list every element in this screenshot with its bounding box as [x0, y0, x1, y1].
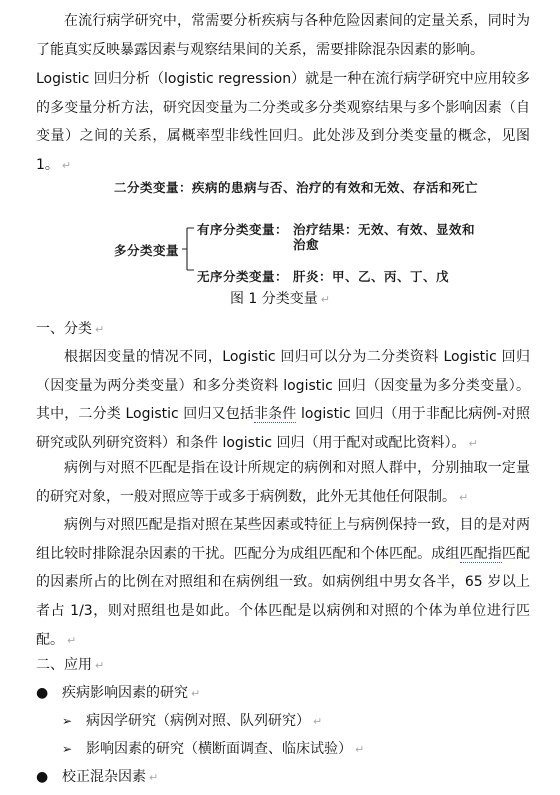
classification-text-2: 病例与对照不匹配是指在设计所规定的病例和对照人群中，分别抽取一定量的研究对象，一般对照应等于或多于病例数，此外无其他任何限制。 — [36, 460, 530, 505]
classification-paragraph-1 — [36, 343, 530, 459]
paragraph-mark: ↵ — [61, 159, 72, 173]
classification-text-3a: 病例与对照匹配是指对照在某些因素或特征上与病例保持一致，目的是对两组比较时排除混杂因素的干扰。匹配分为成组匹配和个体匹配。成组 — [36, 517, 530, 562]
figure-ordinal-value-1: 治疗结果：无效、有效、显效和 — [293, 222, 476, 237]
intro-paragraph-2 — [36, 65, 530, 181]
arrow-bullet-icon: ➢ — [62, 742, 73, 756]
list-item — [36, 679, 200, 709]
paragraph-mark: ↵ — [95, 659, 105, 672]
classification-text-1a: 根据因变量的情况不同，Logistic 回归可以分为二分类资料 Logistic 回归（因变量为两分类变量）和多分类资料 logistic 回归（因变量为多分类变量）。其中，二分类 Logistic 回归又包括 — [36, 349, 530, 423]
arrow-bullet-icon: ➢ — [62, 714, 73, 728]
intro-text-1: 在流行病学研究中，常需要分析疾病与各种危险因素间的定量关系，同时为了能真实反映暴露因素与观察结果间的关系，需要排除混杂因素的影响。 — [36, 13, 530, 58]
bullet-icon: ● — [36, 769, 49, 785]
underlined-term-match: 匹配指 — [459, 545, 502, 562]
classification-paragraph-2 — [36, 454, 530, 512]
figure-binary-line: 二分类变量：疾病的患病与否、治疗的有效和无效、存活和死亡 — [114, 180, 479, 195]
paragraph-mark: ↵ — [95, 323, 105, 336]
sub-list-item — [62, 735, 364, 765]
list-item-label: 校正混杂因素 — [62, 769, 146, 785]
paragraph-mark: ↵ — [67, 633, 77, 647]
classification-text-1b: logistic 回归（用于非配比病例-对照研究或队列研究资料）和条件 logistic 回归（用于配对或配比资料）。 — [36, 406, 530, 452]
figure-nominal-value: 肝炎：甲、乙、丙、丁、戊 — [293, 269, 450, 284]
section-heading-text: 二、应用 — [36, 657, 92, 673]
paragraph-mark: ↵ — [355, 743, 365, 756]
underlined-term-unconditional: 非条件 — [254, 406, 297, 423]
figure-classification — [0, 172, 560, 314]
intro-paragraph-1 — [36, 7, 530, 64]
classification-text-3b: 匹配的因素所占的比例在对照组和在病例组一致。如病例组中男女各半，65 岁以上者占 1/3，则对照组也是如此。个体匹配是以病例和对照的个体为单位进行匹配。 — [36, 545, 531, 648]
figure-ordinal-value-2: 治愈 — [293, 237, 320, 252]
paragraph-mark: ↵ — [191, 687, 201, 700]
sub-list-item-label: 影响因素的研究（横断面调查、临床试验） — [86, 741, 352, 757]
paragraph-mark: ↵ — [313, 715, 323, 728]
paragraph-mark: ↵ — [149, 771, 159, 784]
section-heading-classification — [36, 315, 104, 345]
paragraph-mark: ↵ — [459, 490, 469, 504]
figure-multi-label: 多分类变量 — [114, 243, 180, 258]
figure-ordinal-label: 有序分类变量： — [197, 222, 289, 237]
intro-text-2: Logistic 回归分析（logistic regression）就是一种在流行病学研究中应用较多的多变量分析方法，研究因变量为二分类或多分类观察结果与多个影响因素（自变量）之间的关系，属概率型非线性回归。此处涉及到分类变量的概念，见图1。 — [36, 71, 530, 174]
sub-list-item — [62, 707, 322, 737]
list-item-label: 疾病影响因素的研究 — [62, 685, 188, 701]
sub-list-item-label: 病因学研究（病例对照、队列研究） — [86, 713, 310, 729]
figure-caption — [0, 288, 560, 308]
list-item — [36, 763, 158, 793]
section-heading-text: 一、分类 — [36, 321, 92, 337]
figure-caption-text: 图 1 分类变量 — [229, 291, 318, 307]
paragraph-mark: ↵ — [468, 437, 478, 451]
section-heading-application — [36, 651, 104, 681]
figure-nominal-label: 无序分类变量： — [197, 269, 289, 284]
bullet-icon: ● — [36, 685, 49, 701]
paragraph-mark: ↵ — [320, 293, 331, 306]
classification-paragraph-3 — [36, 511, 530, 656]
